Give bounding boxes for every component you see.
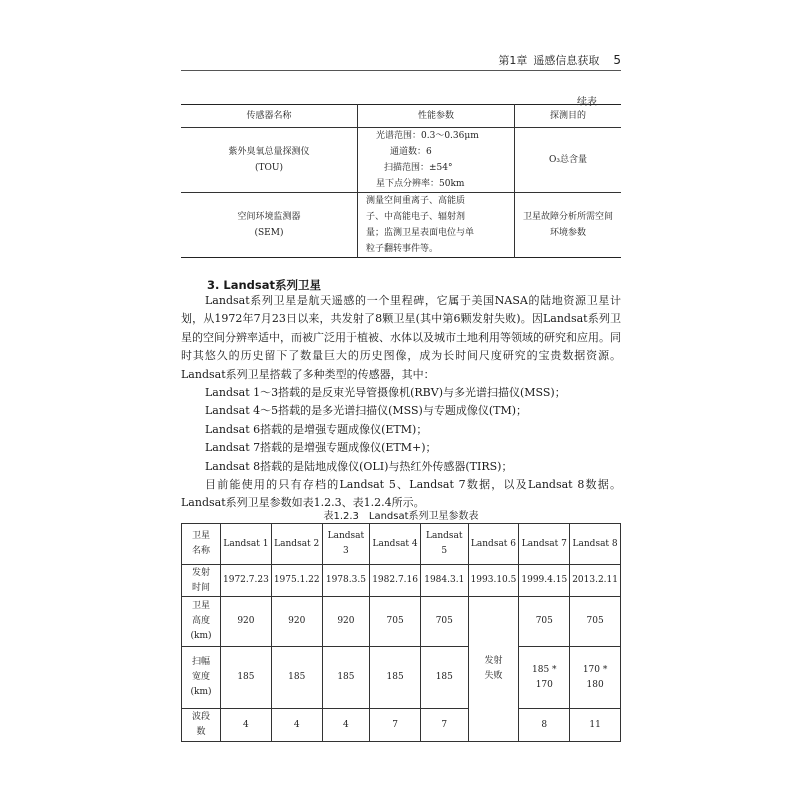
- table-cell: 1978.3.5: [322, 565, 370, 597]
- col-header-performance: 性能参数: [358, 105, 515, 128]
- row-header: [182, 647, 221, 709]
- cell-line: 通道数：6: [390, 147, 432, 157]
- table-cell: Landsat 7: [519, 524, 570, 565]
- table-cell: Landsat 5: [421, 524, 469, 565]
- purpose-cell: [515, 128, 622, 193]
- table-cell: 920: [271, 597, 322, 647]
- cell-line: 卫星故障分析所需空间: [522, 212, 613, 222]
- cell-line: 时间: [191, 582, 210, 593]
- row-header: [182, 597, 221, 647]
- table-caption: 表1.2.3 Landsat系列卫星参数表: [323, 511, 479, 522]
- purpose-cell: [515, 193, 622, 258]
- cell-line: 量；监测卫星表面电位与单: [366, 228, 475, 238]
- table-cell: 705: [519, 597, 570, 647]
- row-header: [182, 565, 221, 597]
- table-row-altitude: [182, 597, 621, 647]
- cell-line: 170 *: [582, 664, 608, 675]
- row-header: [182, 709, 221, 742]
- cell-line: (km): [190, 687, 212, 697]
- cell-line: 星下点分辨率：50km: [376, 179, 465, 189]
- table-cell: 705: [370, 597, 421, 647]
- table-cell: Landsat 2: [271, 524, 322, 565]
- section-heading: 3. Landsat系列卫星: [207, 278, 321, 292]
- cell-line: 扫幅: [191, 657, 210, 667]
- table-cell: 920: [322, 597, 370, 647]
- table-cell: 4: [221, 709, 272, 742]
- cell-line: 测量空间重离子、高能质: [366, 196, 466, 206]
- cell-line: O₃总含量: [549, 155, 587, 165]
- running-header: [181, 52, 621, 68]
- cell-line: 波段: [191, 712, 210, 722]
- table-cell: 185: [271, 647, 322, 709]
- paragraph: Landsat 6搭载的是增强专题成像仪(ETM)；: [205, 422, 428, 436]
- paragraph: Landsat 8搭载的是陆地成像仪(OLI)与热红外传感器(TIRS)；: [205, 459, 513, 473]
- table-cell: 1984.3.1: [421, 565, 469, 597]
- cell-line: 卫星: [191, 601, 210, 611]
- sensor-table: [181, 104, 621, 258]
- sensor-table-header: [181, 105, 621, 128]
- page-number: 5: [613, 53, 621, 67]
- cell-line: 环境参数: [549, 228, 586, 238]
- cell-line: (SEM): [254, 228, 284, 238]
- table-cell: 1993.10.5: [468, 565, 519, 597]
- table-cell: 705: [570, 597, 621, 647]
- table-row: [181, 193, 621, 258]
- landsat-parameter-table: [181, 523, 621, 742]
- paragraph: Landsat 4～5搭载的是多光谱扫描仪(MSS)与专题成像仪(TM)；: [205, 404, 528, 418]
- table-cell: Landsat 1: [221, 524, 272, 565]
- cell-line: 宽度: [191, 672, 210, 682]
- table-cell: 1975.1.22: [271, 565, 322, 597]
- chapter-title: 遥感信息获取: [533, 54, 600, 67]
- paragraph: Landsat 7搭载的是增强专题成像仪(ETM+)；: [205, 441, 437, 455]
- table-cell: 2013.2.11: [570, 565, 621, 597]
- table-row-launch-date: [182, 565, 621, 597]
- table-cell: 185: [322, 647, 370, 709]
- table-cell: 185: [421, 647, 469, 709]
- table-cell: [570, 647, 621, 709]
- cell-line: 名称: [191, 546, 210, 556]
- table-row-band-count: [182, 709, 621, 742]
- table-row: [181, 128, 621, 193]
- cell-line: 扫描范围：±54°: [384, 163, 453, 173]
- performance-cell: [358, 128, 515, 193]
- table-row-satellite-name: [182, 524, 621, 565]
- row-header: [182, 524, 221, 565]
- sensor-name-cell: [181, 193, 358, 258]
- cell-line: 子、中高能电子、辐射剂: [366, 212, 466, 222]
- performance-cell: [358, 193, 515, 258]
- cell-line: 高度: [191, 616, 210, 626]
- table-cell: 185: [221, 647, 272, 709]
- cell-line: (km): [190, 631, 212, 641]
- paragraph: Landsat 1～3搭载的是反束光导管摄像机(RBV)与多光谱扫描仪(MSS)；: [205, 386, 566, 400]
- table-cell: 11: [570, 709, 621, 742]
- table-cell: 4: [271, 709, 322, 742]
- table-cell: 705: [421, 597, 469, 647]
- table-cell: 1999.4.15: [519, 565, 570, 597]
- paragraph: 目前能使用的只有存档的Landsat 5、Landsat 7数据，以及Landsat 8数据。Landsat系列卫星参数如表1.2.3、表1.2.4所示。: [181, 478, 621, 510]
- table-cell: 7: [370, 709, 421, 742]
- cell-line: 粒子翻转事件等。: [366, 244, 439, 254]
- cell-line: 卫星: [191, 531, 210, 541]
- chapter-number: 第1章: [498, 54, 528, 67]
- cell-line: 数: [196, 727, 206, 737]
- table-row-swath-width: [182, 647, 621, 709]
- table-cell: 1982.7.16: [370, 565, 421, 597]
- table-cell: Landsat 3: [322, 524, 370, 565]
- table-cell: 7: [421, 709, 469, 742]
- col-header-purpose: 探测目的: [515, 105, 622, 128]
- cell-line: 发射: [191, 567, 210, 578]
- table-cell: [519, 647, 570, 709]
- cell-line: 失败: [484, 671, 503, 681]
- cell-line: 170: [535, 679, 553, 690]
- table-cell: 8: [519, 709, 570, 742]
- table-cell: 920: [221, 597, 272, 647]
- table-cell: Landsat 4: [370, 524, 421, 565]
- body-text: [181, 292, 621, 513]
- cell-line: 光谱范围：0.3～0.36μm: [376, 131, 479, 141]
- cell-line: 180: [586, 679, 604, 690]
- launch-failed-cell: [468, 597, 519, 742]
- header-rule: [181, 70, 621, 71]
- cell-line: 紫外臭氧总量探测仪: [228, 147, 310, 157]
- cell-line: 空间环境监测器: [237, 212, 301, 222]
- sensor-name-cell: [181, 128, 358, 193]
- paragraph: Landsat系列卫星是航天遥感的一个里程碑，它属于美国NASA的陆地资源卫星计划，从1972年7月23日以来，共发射了8颗卫星(其中第6颗发射失败)。因Landsat系列卫星的空间分辨率适中，而被广泛用于植被、水体以及城市土地利用等领域的研究和应用。同时其悠久的历史留下了数量巨大的历史图像，成为长时间尺度研究的宝贵数据资源。Landsat系列卫星搭载了多种类型的传感器，其中：: [181, 294, 621, 381]
- table-cell: 185: [370, 647, 421, 709]
- table-cell: 4: [322, 709, 370, 742]
- table-cell: 1972.7.23: [221, 565, 272, 597]
- cell-line: (TOU): [255, 163, 283, 173]
- table-cell: Landsat 8: [570, 524, 621, 565]
- cell-line: 185 *: [532, 664, 557, 675]
- table-cell: Landsat 6: [468, 524, 519, 565]
- cell-line: 发射: [484, 656, 503, 666]
- continued-label: 续表: [577, 97, 597, 108]
- col-header-sensor-name: 传感器名称: [181, 105, 358, 128]
